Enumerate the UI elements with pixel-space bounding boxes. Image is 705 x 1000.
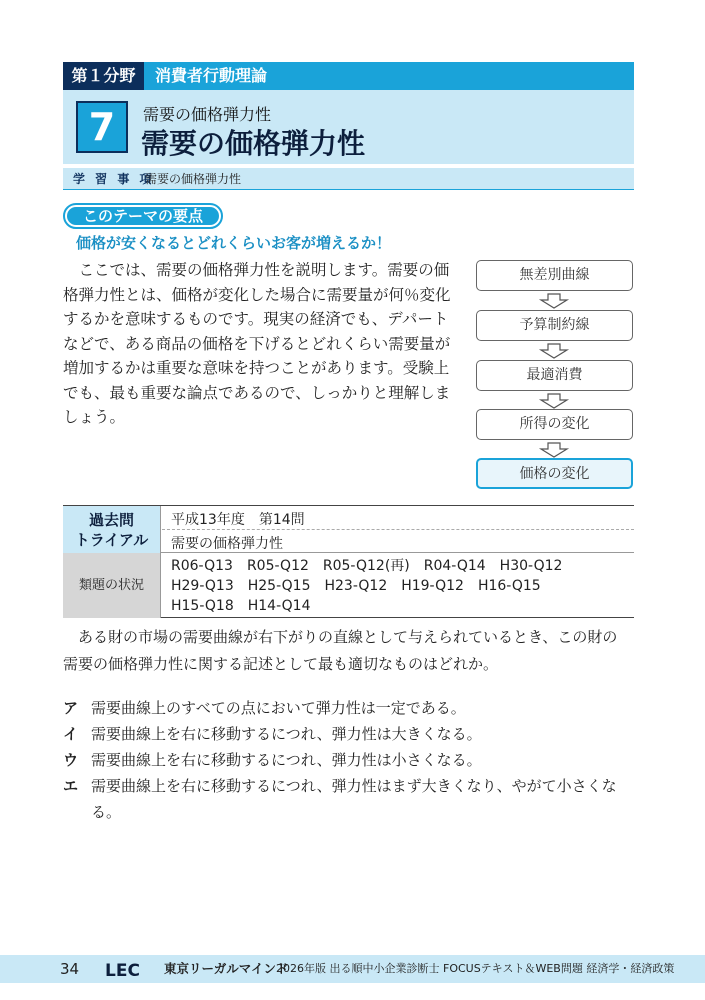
study-text: 需要の価格弾力性 <box>145 172 242 186</box>
flow-step-optimal-consumption: 最適消費 <box>476 360 633 391</box>
past-question-header-line: トライアル <box>74 531 149 549</box>
answer-option-a <box>63 695 643 721</box>
down-arrow-icon <box>538 442 570 458</box>
down-arrow-icon <box>538 343 570 359</box>
divider <box>162 529 634 530</box>
page-number: 34 <box>60 960 80 978</box>
theme-subhead: 価格が安くなるとどれくらいお客が増えるか！ <box>76 234 392 252</box>
field-label: 第１分野 <box>63 62 144 90</box>
related-questions-line: H15-Q18 H14-Q14 <box>171 598 311 614</box>
related-questions-row <box>63 553 634 618</box>
answer-option-i <box>63 721 643 747</box>
past-question-header <box>63 506 161 554</box>
title-subtitle: 需要の価格弾力性 <box>143 105 272 124</box>
related-questions-label: 類題の状況 <box>63 553 161 618</box>
down-arrow-icon <box>538 293 570 309</box>
study-bar <box>63 168 634 190</box>
option-label: ア <box>63 699 79 717</box>
lec-logo-icon <box>104 961 160 978</box>
footer-company: 東京リーガルマインド <box>164 961 289 976</box>
option-text: 需要曲線上のすべての点において弾力性は一定である。 <box>91 699 466 717</box>
option-text: 需要曲線上を右に移動するにつれ、弾力性はまず大きくなり、やがて小さくな <box>91 777 617 795</box>
past-question-header-line: 過去問 <box>88 511 134 529</box>
question-text <box>63 624 638 678</box>
intro-line: などで、ある商品の価格を下げるとどれくらい需要量が <box>63 334 451 353</box>
related-questions-line: H29-Q13 H25-Q15 H23-Q12 H19-Q12 H16-Q15 <box>171 578 541 594</box>
option-label: イ <box>63 725 79 743</box>
intro-line: 格弾力性とは、価格が変化した場合に需要量が何％変化 <box>63 285 451 304</box>
past-question-row <box>63 505 634 553</box>
option-label: エ <box>63 777 79 795</box>
option-text: 需要曲線上を右に移動するにつれ、弾力性は小さくなる。 <box>91 751 482 769</box>
related-questions-list <box>171 556 562 616</box>
study-label: 学 習 事 項 <box>73 172 155 186</box>
past-question-year: 平成13年度 第14問 <box>171 512 305 528</box>
page-footer <box>0 955 705 983</box>
intro-paragraph <box>63 258 458 430</box>
answer-option-e <box>63 773 643 799</box>
intro-line: でも、最も重要な論点であるので、しっかりと理解しま <box>63 383 451 402</box>
question-line: ある財の市場の需要曲線が右下がりの直線として与えられているとき、この財の <box>63 628 618 646</box>
option-text: 需要曲線上を右に移動するにつれ、弾力性は大きくなる。 <box>91 725 482 743</box>
option-label: ウ <box>63 751 79 769</box>
answer-option-u <box>63 747 643 773</box>
answer-options <box>63 695 643 825</box>
title-box <box>63 90 634 164</box>
flow-step-income-change: 所得の変化 <box>476 409 633 440</box>
flow-step-price-change: 価格の変化 <box>476 458 633 489</box>
flow-step-indifference-curve: 無差別曲線 <box>476 260 633 291</box>
down-arrow-icon <box>538 393 570 409</box>
footer-book-title: 2026年版 出る順中小企業診断士 FOCUSテキスト＆WEB問題 経済学・経済政策 <box>276 962 675 975</box>
logo-text: LEC <box>105 961 140 978</box>
intro-line: ここでは、需要の価格弾力性を説明します。需要の価 <box>63 261 450 279</box>
related-questions-line: R06-Q13 R05-Q12 R05-Q12(再) R04-Q14 H30-Q12 <box>171 558 563 574</box>
field-title: 消費者行動理論 <box>155 66 268 85</box>
intro-line: 増加するかは重要な意味を持つことがあります。受験上 <box>63 359 450 377</box>
intro-line: するかを意味するものです。現実の経済でも、デパート <box>63 310 449 328</box>
question-line: 需要の価格弾力性に関する記述として最も適切なものはどれか。 <box>63 655 499 673</box>
past-question-topic: 需要の価格弾力性 <box>171 536 283 552</box>
theme-number: 7 <box>76 101 128 153</box>
field-bar <box>63 62 634 90</box>
theme-pill-label: このテーマの要点 <box>67 207 219 225</box>
theme-pill <box>63 203 223 229</box>
answer-option-e-continuation: る。 <box>91 803 122 821</box>
page-title: 需要の価格弾力性 <box>141 127 366 160</box>
flow-step-budget-line: 予算制約線 <box>476 310 633 341</box>
intro-line: しょう。 <box>63 408 126 426</box>
